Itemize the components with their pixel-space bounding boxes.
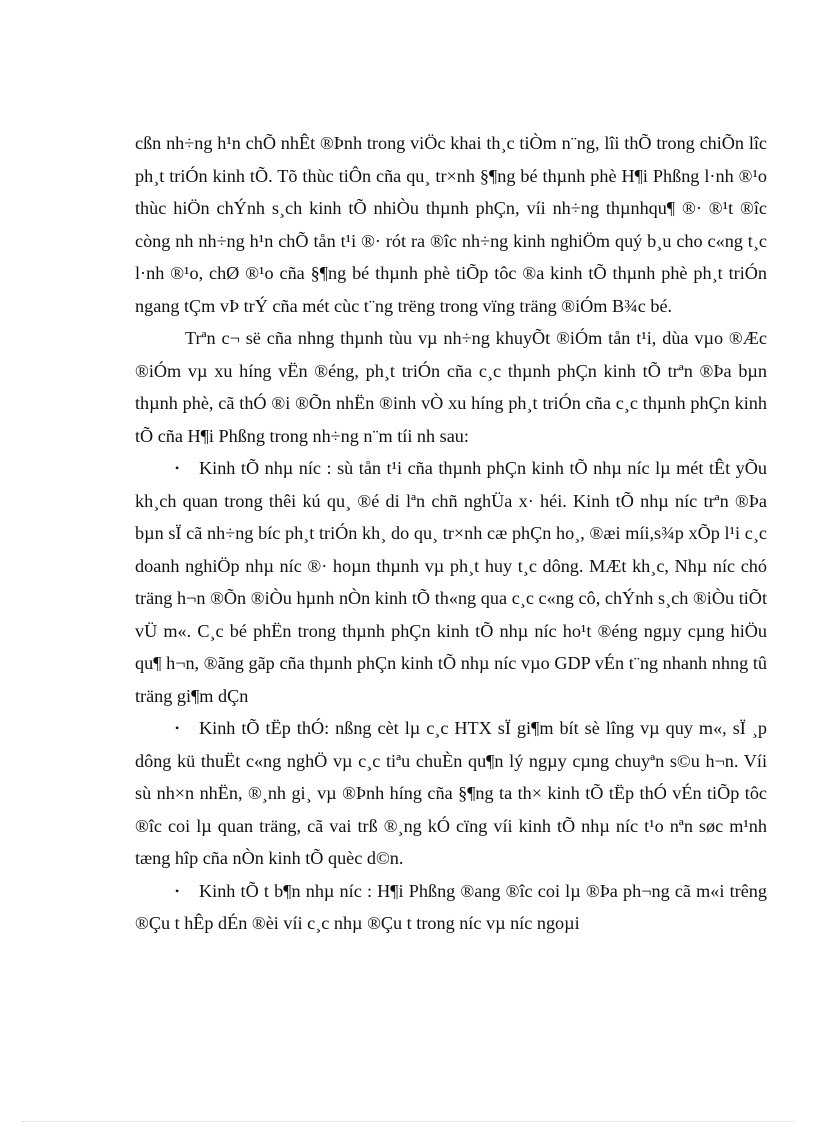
body-text xyxy=(135,127,767,940)
paragraph-trend-overview: Trªn c¬ së cña nhng thµnh tùu vµ nh÷ng khuyÕt ®iÓm tån t¹i, dùa vµo ®Æc ®iÓm vµ xu híng vËn ®éng, ph¸t triÓn cña c¸c thµnh phÇn kinh tÕ trªn ®Þa bµn thµnh phè, cã thÓ ®i ®Õn nhËn ®inh vÒ xu híng ph¸t triÓn cña c¸c thµnh phÇn kinh tÕ cña H¶i Phßng trong nh÷ng n¨m tíi nh sau: xyxy=(135,328,767,446)
bullet-item-collective-economy xyxy=(135,712,767,875)
bullet-icon: • xyxy=(175,461,180,475)
bullet-icon: • xyxy=(175,883,180,898)
bullet-item-state-economy xyxy=(135,452,767,712)
bullet-text: Kinh tÕ nhµ níc : sù tån t¹i cña thµnh phÇn kinh tÕ nhµ níc lµ mét tÊt yÕu kh¸ch quan trong thêi kú qu¸ ®é di lªn chñ nghÜa x· héi. Kinh tÕ nhµ níc trªn ®Þa bµn sÏ cã nh÷ng bíc ph¸t triÓn kh¸ do qu¸ tr×nh cæ phÇn ho¸, ®æi míi,s¾p xÕp l¹i c¸c doanh nghiÖp nhµ níc ®· hoµn thµnh vµ ph¸t huy t¸c dông. MÆt kh¸c, Nhµ níc chó träng h¬n ®Õn ®iÒu hµnh nÒn kinh tÕ th«ng qua c¸c c«ng cô, chÝnh s¸ch ®iÒu tiÕt vÜ m«. C¸c bé phËn trong thµnh phÇn kinh tÕ nhµ níc ho¹t ®éng ngµy cµng hiÖu qu¶ h¬n, ®ãng gãp cña thµnh phÇn kinh tÕ nhµ níc vµo GDP vÉn t¨ng nhanh nhng tû träng gi¶m dÇn xyxy=(135,458,767,706)
bullet-icon: • xyxy=(175,721,180,735)
paragraph-intro-continuation: cßn nh÷ng h¹n chÕ nhÊt ®Þnh trong viÖc khai th¸c tiÒm n¨ng, lîi thÕ trong chiÕn lîc ph¸t triÓn kinh tÕ. Tõ thùc tiÔn cña qu¸ tr×nh §¶ng bé thµnh phè H¶i Phßng l·nh ®¹o thùc hiÖn chÝnh s¸ch kinh tÕ nhiÒu thµnh phÇn, víi nh÷ng thµnhqu¶ ®· ®¹t ®îc còng nh nh÷ng h¹n chÕ tån t¹i ®· rót ra ®îc nh÷ng kinh nghiÖm quý b¸u cho c«ng t¸c l·nh ®¹o, chØ ®¹o cña §¶ng bé thµnh phè tiÕp tôc ®a kinh tÕ thµnh phè ph¸t triÓn ngang tÇm vÞ trÝ cña mét cùc t¨ng trëng trong vïng träng ®iÓm B¾c bé. xyxy=(135,133,767,316)
bullet-text: Kinh tÕ t b¶n nhµ níc : H¶i Phßng ®ang ®îc coi lµ ®Þa ph¬ng cã m«i trêng ®Çu t hÊp dÉn ®èi víi c¸c nhµ ®Çu t trong níc vµ níc ngoµi xyxy=(135,880,767,933)
bullet-item-state-capitalism xyxy=(135,875,767,940)
page-bottom-divider xyxy=(22,1121,794,1122)
bullet-text: Kinh tÕ tËp thÓ: nßng cèt lµ c¸c HTX sÏ gi¶m bít sè lîng vµ quy m«, sÏ ¸p dông kü thuËt c«ng nghÖ vµ c¸c tiªu chuÈn qu¶n lý ngµy cµng chuyªn s©u h¬n. Víi sù nh×n nhËn, ®¸nh gi¸ vµ ®Þnh híng cña §¶ng ta th× kinh tÕ tËp thÓ vÉn tiÕp tôc ®îc coi lµ quan träng, cã vai trß ®¸ng kÓ cïng víi kinh tÕ nhµ níc t¹o nªn søc m¹nh tæng hîp cña nÒn kinh tÕ quèc d©n. xyxy=(135,718,767,868)
